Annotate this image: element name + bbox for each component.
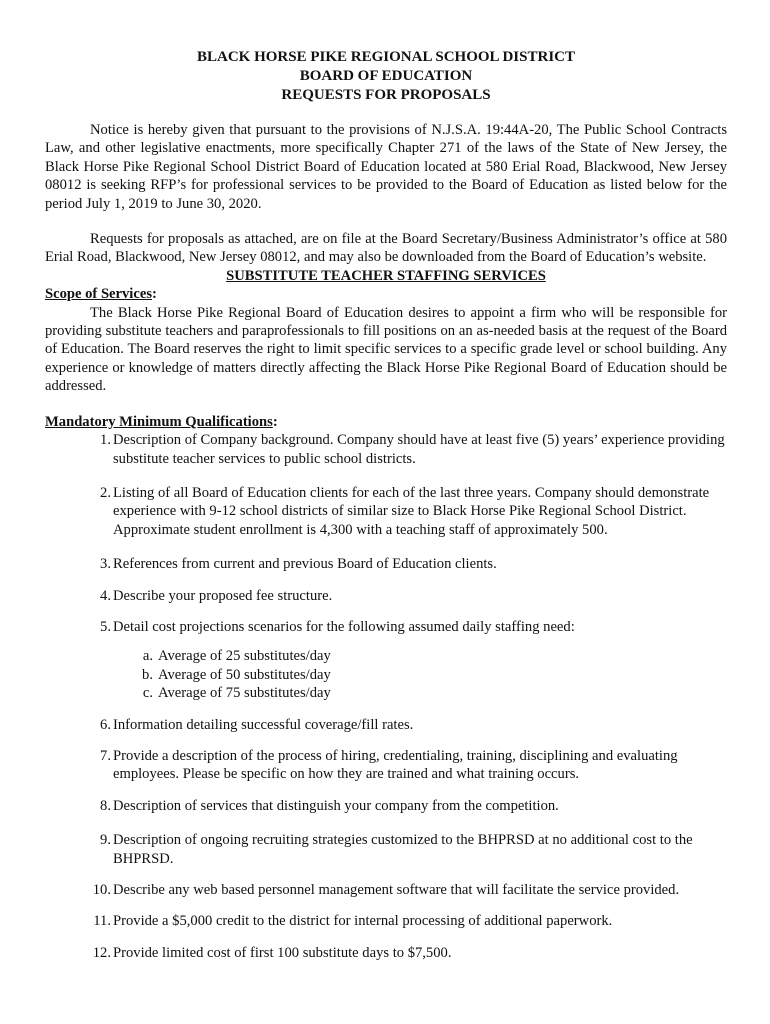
document-header <box>45 48 727 105</box>
board-name: BOARD OF EDUCATION <box>299 68 473 84</box>
item-text: Description of services that distinguish your company from the competition. <box>113 797 559 814</box>
scope-paragraph: The Black Horse Pike Regional Board of Education desires to appoint a firm who will be responsible for providing substitute teachers and paraprofessionals to fill positions on an as-needed basis at the request of the Board of Education. The Board reserves the right to limit specific services to a specific grade level or school building. Any experience or knowledge of matters directly affecting the Black Horse Pike Regional Board of Education should be addressed. <box>45 304 727 395</box>
item-number: 10. <box>92 882 111 898</box>
item-number: 2. <box>100 484 111 501</box>
list-item <box>45 912 727 930</box>
qualifications-list <box>45 431 727 962</box>
item-text: Information detailing successful coverage/fill rates. <box>113 716 414 733</box>
item-text: References from current and previous Board of Education clients. <box>113 556 497 573</box>
list-item <box>45 716 727 734</box>
item-number: 9. <box>100 832 111 849</box>
scope-heading <box>45 285 727 303</box>
list-item <box>45 555 727 573</box>
qualifications-colon: : <box>272 413 278 430</box>
item-number: 11. <box>93 913 111 930</box>
service-title: SUBSTITUTE TEACHER STAFFING SERVICES <box>226 267 546 284</box>
notice-paragraph: Notice is hereby given that pursuant to the provisions of N.J.S.A. 19:44A-20, The Public School Contracts Law, and other legislative enactments, more specifically Chapter 271 of the laws of the State of New Jersey, the Black Horse Pike Regional School District Board of Education located at 580 Erial Road, Blackwood, New Jersey 08012 is seeking RFP’s for professional services to be provided to the Board of Education as listed below for the period July 1, 2019 to June 30, 2020. <box>45 122 727 212</box>
document-page <box>45 48 727 975</box>
document-title: REQUESTS FOR PROPOSALS <box>281 87 491 103</box>
item-number: 7. <box>100 747 111 764</box>
list-item <box>45 587 727 605</box>
item-text: Provide a description of the process of hiring, credentialing, training, disciplining and evaluating employees. Please be specific on how they are trained and what training occurs. <box>113 747 678 783</box>
item-number: 3. <box>100 556 111 573</box>
item-text: Listing of all Board of Education clients for each of the last three years. Company should demonstrate experience with 9-12 school districts of similar size to Black Horse Pike Regional School District. Approximate student enrollment is 4,300 with a teaching staff of approximately 500. <box>113 484 710 538</box>
sub-item-text: Average of 25 substitutes/day <box>158 648 331 665</box>
qualifications-heading <box>45 413 727 431</box>
list-item <box>45 881 727 899</box>
district-name: BLACK HORSE PIKE REGIONAL SCHOOL DISTRICT <box>196 49 575 65</box>
item-number: 1. <box>100 432 111 449</box>
item-text: Detail cost projections scenarios for the following assumed daily staffing need: <box>113 618 575 635</box>
item-number: 6. <box>100 716 111 733</box>
item-text: Provide a $5,000 credit to the district for internal processing of additional paperwork. <box>113 913 613 930</box>
sub-item-letter: b. <box>142 666 153 683</box>
sub-item-letter: a. <box>142 648 153 665</box>
scope-colon: : <box>152 286 157 303</box>
list-item <box>45 431 727 468</box>
item-number: 12. <box>92 944 111 961</box>
sub-list-item <box>113 666 727 684</box>
scope-label: Scope of Services <box>45 286 152 303</box>
item-text: Description of ongoing recruiting strategies customized to the BHPRSD at no additional cost to the BHPRSD. <box>113 832 693 867</box>
qualifications-label: Mandatory Minimum Qualifications <box>45 413 273 430</box>
list-item <box>45 831 727 868</box>
list-item <box>45 797 727 815</box>
item-text: Describe any web based personnel management software that will facilitate the service provided. <box>113 882 680 898</box>
sub-item-letter: c. <box>142 685 153 702</box>
sub-list-item <box>113 684 727 702</box>
staffing-scenarios-list <box>113 647 727 702</box>
item-number: 5. <box>100 618 111 635</box>
requests-paragraph: Requests for proposals as attached, are on file at the Board Secretary/Business Administrator’s office at 580 Erial Road, Blackwood, New Jersey 08012, and may also be downloaded from the Board of Education’s website. <box>45 231 727 266</box>
sub-list-item <box>113 647 727 665</box>
item-text: Provide limited cost of first 100 substitute days to $7,500. <box>113 944 452 961</box>
list-item <box>45 484 727 539</box>
item-text: Description of Company background. Company should have at least five (5) years’ experience providing substitute teacher services to public school districts. <box>113 432 725 467</box>
sub-item-text: Average of 75 substitutes/day <box>158 685 331 702</box>
list-item <box>45 618 727 703</box>
item-number: 8. <box>100 797 111 814</box>
item-text: Describe your proposed fee structure. <box>113 587 333 604</box>
list-item <box>45 944 727 962</box>
list-item <box>45 747 727 784</box>
item-number: 4. <box>100 587 111 604</box>
sub-item-text: Average of 50 substitutes/day <box>158 666 331 683</box>
